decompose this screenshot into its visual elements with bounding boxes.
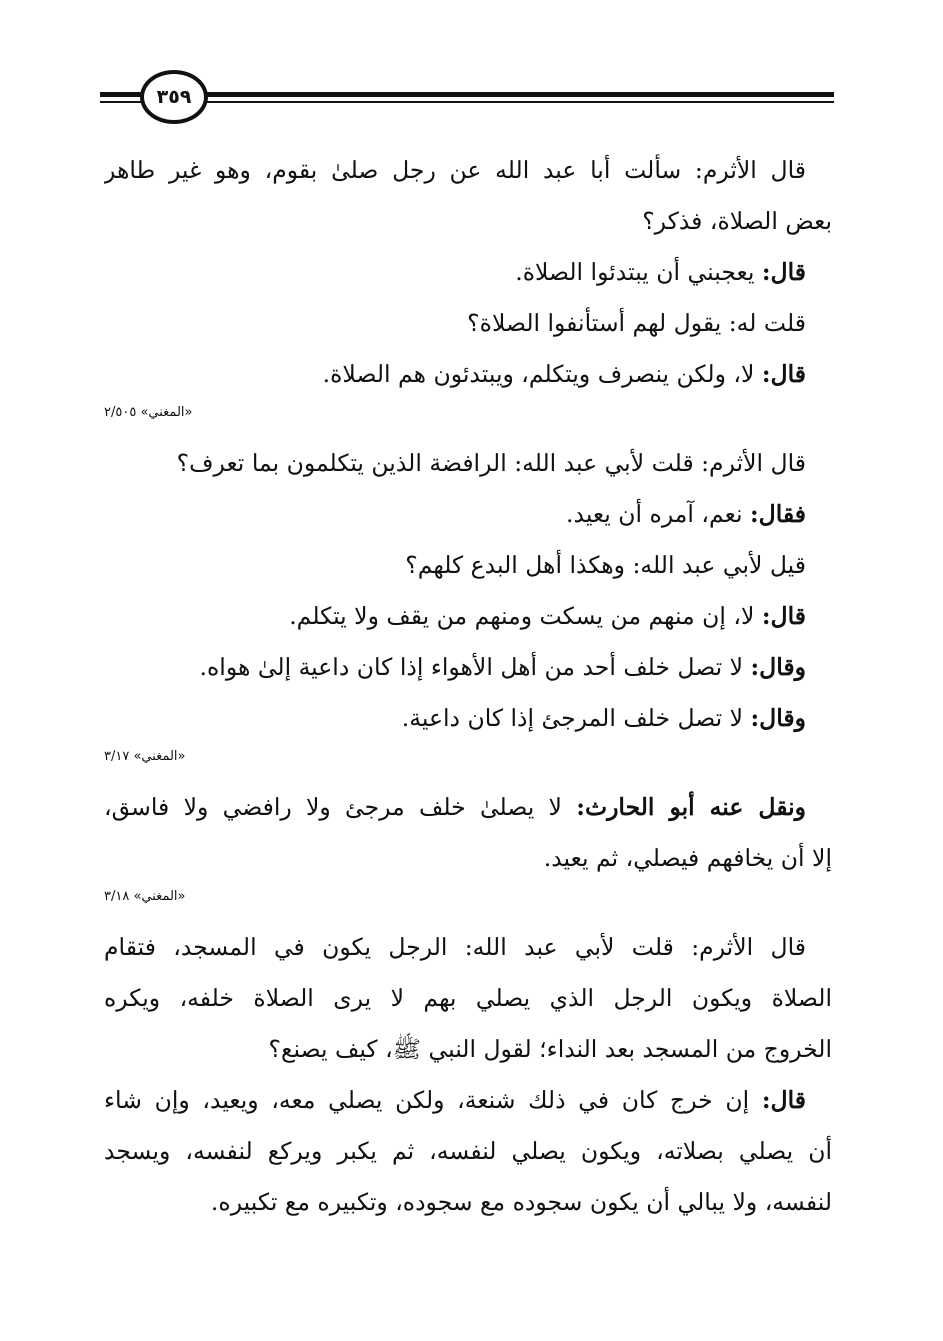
text-line: قال: لا، إن منهم من يسكت ومنهم من يقف ولا يتكلم. xyxy=(289,602,806,630)
section-1 xyxy=(104,145,832,438)
text-line: وقال: لا تصل خلف أحد من أهل الأهواء إذا كان داعية إلىٰ هواه. xyxy=(199,653,806,681)
page-body xyxy=(104,145,832,1228)
source-citation: «المغني» ٣/١٨ xyxy=(104,889,186,904)
text-line: الصلاة ويكون الرجل الذي يصلي بهم لا يرى الصلاة خلفه، ويكره xyxy=(104,984,832,1012)
text-line: وقال: لا تصل خلف المرجئ إذا كان داعية. xyxy=(401,704,806,732)
text-line: قيل لأبي عبد الله: وهكذا أهل البدع كلهم؟ xyxy=(405,551,806,579)
text-line: فقال: نعم، آمره أن يعيد. xyxy=(566,500,806,528)
text-line: الخروج من المسجد بعد النداء؛ لقول النبي ﷺ، كيف يصنع؟ xyxy=(268,1035,832,1063)
text-line: قال: لا، ولكن ينصرف ويتكلم، ويبتدئون هم الصلاة. xyxy=(322,360,806,388)
source-citation: «المغني» ٢/٥٠٥ xyxy=(104,405,193,420)
source-citation: «المغني» ٣/١٧ xyxy=(104,749,186,764)
section-2 xyxy=(104,438,832,782)
text-line: لنفسه، ولا يبالي أن يكون سجوده مع سجوده، وتكبيره مع تكبيره. xyxy=(210,1188,832,1216)
text-line: قال الأثرم: سألت أبا عبد الله عن رجل صلىٰ بقوم، وهو غير طاهر xyxy=(104,156,806,184)
text-line: إلا أن يخافهم فيصلي، ثم يعيد. xyxy=(543,844,832,872)
header-rule-thin xyxy=(100,101,834,103)
section-4 xyxy=(104,922,832,1228)
page-header xyxy=(100,68,834,130)
text-line: أن يصلي بصلاته، ويكون يصلي لنفسه، ثم يكبر ويركع لنفسه، ويسجد xyxy=(104,1137,832,1165)
text-line: قلت له: يقول لهم أستأنفوا الصلاة؟ xyxy=(467,309,806,337)
page-number: ٣٥٩ xyxy=(156,86,192,108)
text-line: ونقل عنه أبو الحارث: لا يصلىٰ خلف مرجئ ولا رافضي ولا فاسق، xyxy=(104,793,806,821)
text-line: قال: إن خرج كان في ذلك شنعة، ولكن يصلي معه، ويعيد، وإن شاء xyxy=(104,1086,806,1114)
header-rule-thick xyxy=(100,92,834,97)
section-3 xyxy=(104,782,832,922)
text-line: قال الأثرم: قلت لأبي عبد الله: الرافضة الذين يتكلمون بما تعرف؟ xyxy=(176,449,806,477)
text-line: بعض الصلاة، فذكر؟ xyxy=(642,207,832,235)
page-number-circle xyxy=(140,70,208,124)
text-line: قال: يعجبني أن يبتدئوا الصلاة. xyxy=(515,258,806,286)
text-line: قال الأثرم: قلت لأبي عبد الله: الرجل يكون في المسجد، فتقام xyxy=(104,933,806,961)
